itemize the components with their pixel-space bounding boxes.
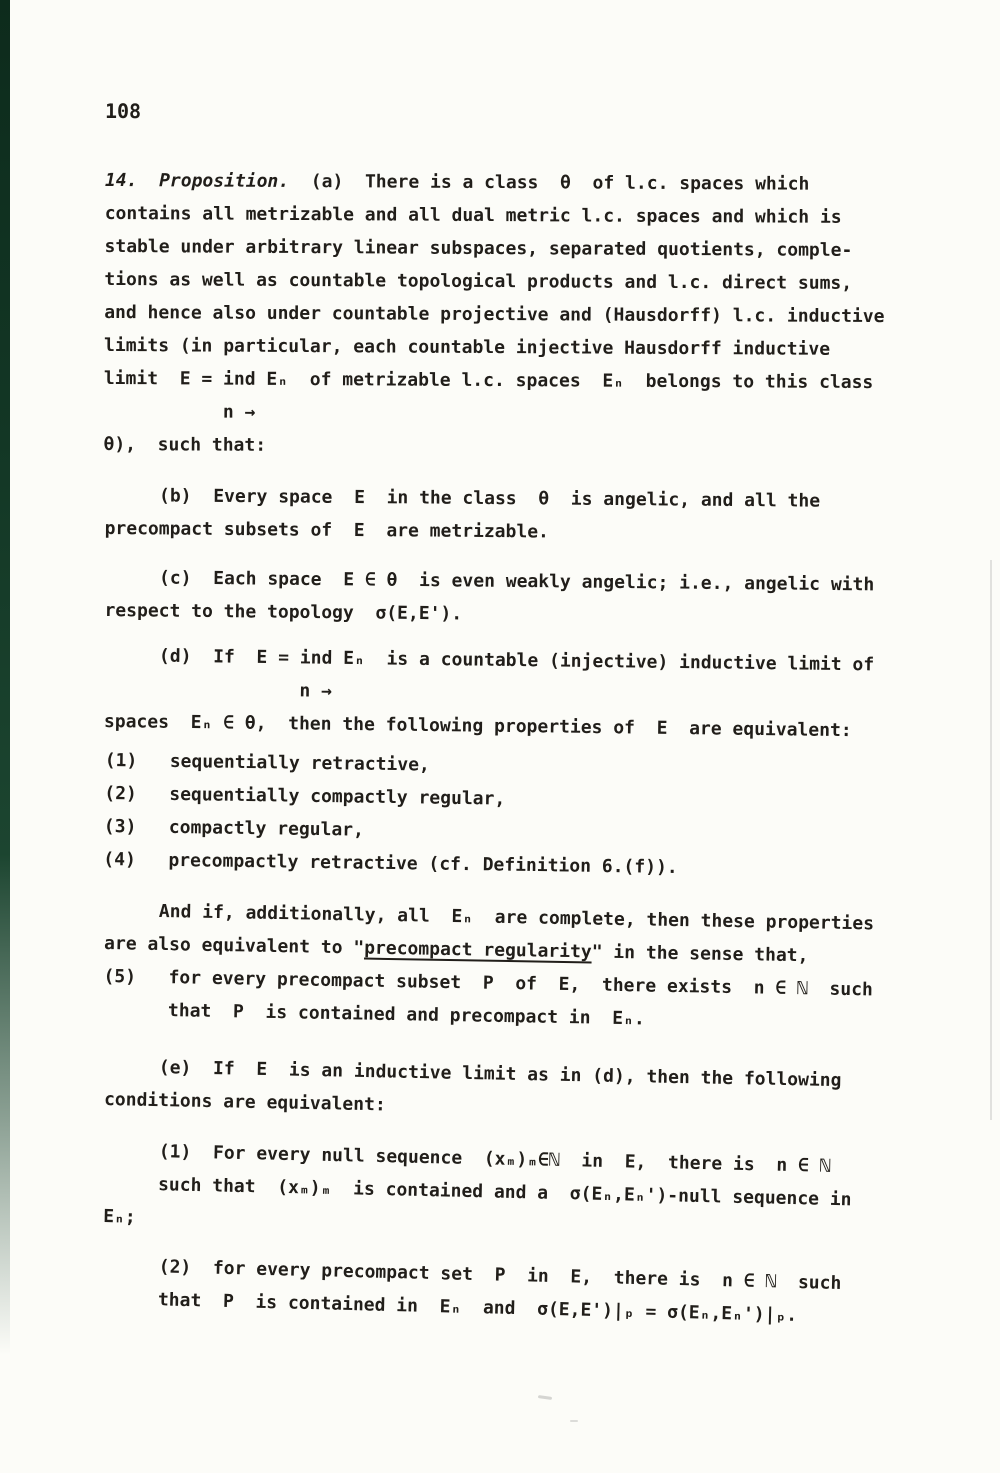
paragraph-c: (c) Each space E ∈ θ is even weakly angelic; i.e., angelic with respect to the topology σ(E,E'). [104,566,875,625]
paragraph-e-condition-2: (2) for every precompact set P in E, there is n ∈ ℕ such that P is contained in Eₙ and σ(E,E')|ₚ = σ(Eₙ,Eₙ')|ₚ. [103,1254,842,1326]
scan-edge-artifact [990,560,992,1120]
proposition-heading: 14. Proposition. [104,169,290,192]
paragraph-d: (d) If E = ind Eₙ is a countable (injective) inductive limit of n → spaces Eₙ ∈ θ, then the following properties of E are equivalent: [103,644,875,742]
paragraph-e: (e) If E is an inductive limit as in (d), then the following conditions are equivalent: [103,1055,842,1116]
paragraph-b: (b) Every space E in the class θ is angelic, and all the precompact subsets of E are metrizable. [104,484,821,543]
paragraph-5-post: " in the sense that, (5) for every precompact subset P of E, there exists n ∈ ℕ such that P is contained and precompact in Eₙ. [102,941,874,1030]
scan-speckle [538,1395,552,1400]
scan-gutter-shadow [0,0,10,1473]
page-content [102,95,945,1326]
paragraph-proposition-a [103,164,945,465]
underlined-term: precompact regularity [364,937,592,963]
page-number: 108 [104,98,142,124]
paragraph-e-condition-1: (1) For every null sequence (xₘ)ₘ∈ℕ in E, there is n ∈ ℕ such that (xₘ)ₘ is contained and a σ(Eₙ,Eₙ')-null sequence in Eₙ; [102,1139,852,1228]
paragraph-5-pre: And if, additionally, all Eₙ are complete, then these properties are also equivalent to " [103,899,875,959]
paragraph-a-body: (a) There is a class θ of l.c. spaces which contains all metrizable and all dual metric l.c. spaces and which is stable under arbitrary linear subspaces, separated quotients, comple- tions as well as countable topological products and l.c. direct sums, and hence also under countable projective and (Hausdorff) l.c. inductive limits (in particular, each countable injective Hausdorff inductive limit E = ind Eₙ of metrizable l.c. spaces Eₙ belongs to this class n → θ), such that: [103,170,885,456]
scan-speckle [570,1420,578,1422]
paragraph-5-precompact-regularity [103,894,945,1041]
equivalence-list-1-4: (1) sequentially retractive, (2) sequentially compactly regular, (3) compactly regular, (4) precompactly retractive (cf. Definition 6.(f)). [103,749,678,879]
